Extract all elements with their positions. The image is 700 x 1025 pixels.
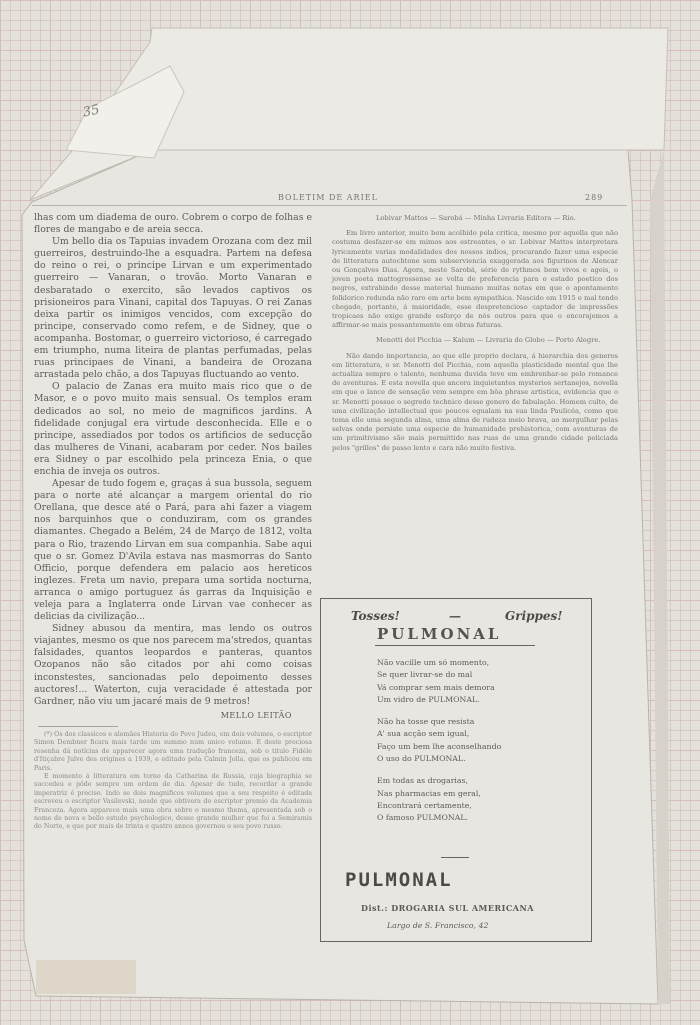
review-heading: Menotti del Picchia — Kalum — Livraria do Globo — Porto Alegre. [376, 336, 601, 345]
right-column [332, 214, 618, 459]
verse-line: O uso do PULMONAL. [377, 754, 466, 764]
book-review [332, 336, 618, 452]
paragraph: O palacio de Zanas era muito mais rico que o de Masor, e o povo muito mais sensual. Os templos eram dedicados ao sol, no meio de magnificos jardins. A fidelidade conjugal era virtude desconhecida. Elle e o principe, assediados por todos os artificios de seducção das mulheres de Vinani, acabaram por ceder. Nos bailes era Sidney o par escolhido pela princeza Enia, o que enchia de inveja os outros. [34, 381, 312, 477]
header-rule [32, 205, 627, 206]
review-body: Em livro anterior, muito bem acolhido pela critica, mesmo por aquella que não costuma desfazer-se em mimos aos estreantes, o sr. Lobivar Mattos interpretara lyricamente varias modalidades dos nossos indios, procurando fazer uma especie de litteratura autochtone sem subserviencia exaggerada aos figurinos de Alencar ou Gonçalves Dias. Agora, neste Sarobá, série de rythmos bem vivos e ageis, o joven poeta mattogrossense se volta de preferencia para o estado poetico dos negros, extrahindo desse material humano muitas notas em que o apontamento folklorico redunda não raro em arte bem sympathica. Nascido em 1915 e mal tendo chegado, portanto, á maioridade, esse despretencioso captador de impressões tropicaes não exige grande esforço de nós outros para que o encorajemos a affirmar-se mais possantemente em obras futuras. [332, 229, 618, 330]
author-signature: MELLO LEITÃO [220, 710, 292, 720]
footnote: (*) Os dos classicos e alemães Historia do Povo Judeu, em dois volumes, o escriptor Simon Dembner ficara mais tarde um summo num unico volume. E deste preciosa resenha dá notícias de apparecer agora uma tradução franceza, sob o titulo Fidéle d'Itiçabre Julve des origines a 1939, e editado pela Calmin Jolla, que os publicou em Paris. [34, 730, 312, 772]
footnote-rule [38, 726, 118, 727]
verse-gap [377, 706, 577, 716]
paragraph: Sidney abusou da mentira, mas lendo os outros viajantes, mesmo os que nos parecem ma'stredos, quantas falsidades, quantos leopardos e panteras, quantos Ozopanos não são citados por ahi como coisas inconstestes, sancionadas pelo depoimento desses auctores!... Waterton, cuja veracidade é attestada por Gardner, não viu um jacaré mais de 9 metros! [34, 623, 312, 707]
footnotes [34, 731, 312, 832]
book-review [332, 214, 618, 330]
verse-gap [377, 765, 577, 775]
verse-line: Não ha tosse que resista [377, 717, 475, 727]
verse-line: Faço um bem lhe aconselhando [377, 741, 502, 751]
verse-line: Em todas as drogarias, [377, 776, 469, 786]
pulmonal-advertisement [320, 598, 592, 942]
ad-tagline-left: Tosses! [351, 609, 400, 623]
ad-tagline-dash: — [449, 609, 461, 623]
verse-line: Encontrará certamente, [377, 800, 472, 810]
ad-address: Largo de S. Francisco, 42 [387, 921, 489, 930]
verse-line: Se quer livrar-se do mal [377, 670, 473, 680]
footnote: E momento á litteratura em torno da Catharina de Russia, cuja biographia se succedeu e pôde sempre um ordem de dia. Apesar de tudo, recordar a grande imperatriz é preciso. Indo se dois magnificos volumes que a seu respeito é editada escreveu o escriptor Vasilevski, nesde que obtivera do escriptor premio da Academia Franceza. Agora apparece mais uma obra sobre o mesmo thema, apresentada sob o nome de nova e bello estudo psychologico, desse grande mulher que foi a Semiramis do Norte, e que por mais de trinta e quatro annos governou o seu povo russo. [34, 772, 312, 831]
verse-line: Não vacille um só momento, [377, 658, 490, 667]
journal-title: BOLETIM DE ARIEL [278, 193, 378, 202]
pencil-annotation: 35 [81, 102, 101, 121]
verse-line: A' sua acção sem igual, [377, 729, 470, 739]
ad-verses [377, 657, 577, 825]
paragraph: lhas com um diadema de ouro. Cobrem o corpo de folhas e flores de mangabo e de areia secca. [34, 212, 312, 236]
paragraph: Um bello dia os Tapuias invadem Orozana com dez mil guerreiros, destruindo-lhe a esquadra. Partem na defesa do reino o rei, o principe Lirvan e um experimentado guerreiro — Vanaran, o trovão. Morto Vanaran e desbaratado o exercito, são levados captivos os prisioneiros para Vinani, capital dos Tapuyas. O rei Zanas deixa partir os inimigos vencidos, com excepção do principe, conservado como refem, e de Sidney, que o acompanha. Bostomar, o guerreiro victorioso, é carregado em triumpho, numa liteira de plantas perfumadas, pelas ruas principaes de Vinani, a bandeira de Orozana arrastada pelo chão, a dos Tapuyas fluctuando ao vento. [34, 236, 312, 381]
verse-line: Um vidro de PULMONAL. [377, 694, 480, 704]
ad-distributor: Dist.: DROGARIA SUL AMERICANA [361, 903, 534, 913]
page-number: 289 [585, 193, 604, 202]
paragraph: Apesar de tudo fogem e, graças á sua bussola, seguem para o norte até alcançar a margem oriental do rio Orellana, que desce até o Pará, para ahi fazer a viagem nos barquinhos que o conduziram, com os grandes diamantes. Chegado a Belém, 24 de Março de 1812, volta para o Rio, trazendo Lirvan em sua companhia. Sabe aqui que o sr. Gomez D'Avila estava nas masmorras do Santo Officio, porque defendera em palacio aos hereticos inglezes. Freta um navio, prepara uma sortida nocturna, arranca o amigo portuguez ás garras da Inquisição e veleja para a Inglaterra onde Lirvan vae conhecer as delicias da civilização... [34, 478, 312, 623]
verse-line: Vá comprar sem mais demora [377, 682, 495, 692]
ad-tagline-right: Grippes! [505, 609, 563, 623]
left-column [34, 212, 312, 970]
ad-short-rule [441, 857, 469, 858]
review-heading: Lobivar Mattos — Sarobá — Minha Livraria Editora — Rio. [376, 214, 576, 222]
verse-line: O famoso PULMONAL. [377, 813, 469, 823]
ad-rule [375, 645, 535, 646]
ad-brand-heading: PULMONAL [377, 625, 502, 643]
verse-line: Nas pharmacias em geral, [377, 788, 481, 798]
review-body: Não dando importancia, ao que elle proprio declara, á hierarchia dos generos em litteratura, o sr. Menotti del Picchia, com aquella plasticidade mental que lhe actualiza sempre o talento, nenhuma duvida teve em embrenhar-se pelo romance de aventuras. E esta novella que ancora inquietantes mysterios sertanejos, novella em que o lance de sensação vem sempre em bôa phrase artistica, evidencia que o sr. Menotti possue o segredo technico desse genero de fabulação. Homem culto, de uma civilização intellectual que poucos egualam na sua linda Paulicéa, como que toma elle uma segunda alma, uma alma de rudeza meio brava, ao mergulhar pelas selvas onde persiste uma especie de humanidade prehistorica, com aventuras de um primitivismo são mais permittido nas ruas de uma grande cidade policiada pelos "grillos" de passo lento e cara não muito festiva. [332, 351, 618, 452]
ad-brand-large: PULMONAL [345, 869, 453, 891]
